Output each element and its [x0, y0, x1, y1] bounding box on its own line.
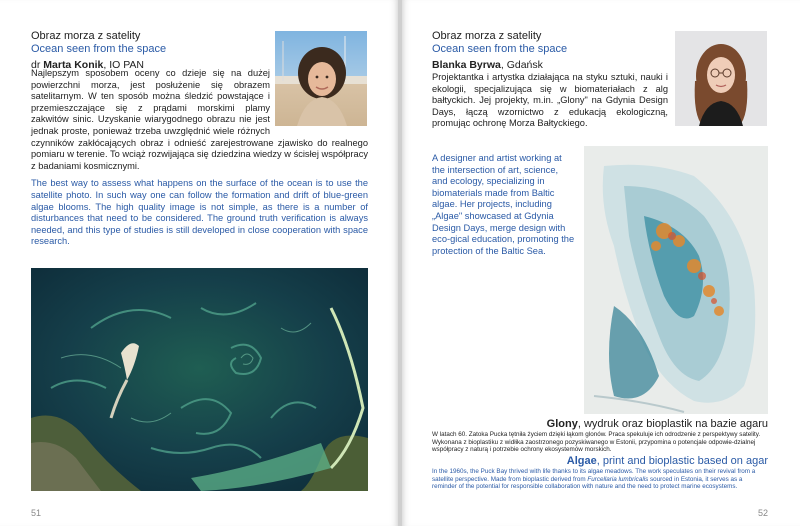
- left-body: [31, 68, 368, 248]
- caption-pl-heading: [432, 418, 768, 430]
- right-author-affiliation: , Gdańsk: [500, 59, 543, 71]
- caption-en-body-part1: In the 1960s, the Puck Bay thrived with life thanks to its algae meadows. The work speculates on their revival from a satellite perspective. Made from bioplastic derived from: [432, 468, 756, 483]
- left-paragraph-pl: Najlepszym sposobem oceny co dzieje się na dużej powierzchni morza, jest posłużenie się obrazem satelitarnym. W ten sposób można śledzić powstające i przemieszczające się z prądami morskimi plamy zakwitów sinic. Uzyskanie wiarygodnego obrazu nie jest jednak proste, ponieważ trzeba uwzględnić wiele różnych czynników zakłócających obraz i odnieść zarejestrowane zjawisko do realnego pomiaru w terenie. To wciąż rozwijająca się dziedzina wiedzy w ścisłej współpracy z badaniami kosmicznymi.: [31, 68, 368, 171]
- caption-en-body: [432, 468, 768, 491]
- caption-en-subtitle: , print and bioplastic based on agar: [596, 455, 768, 467]
- left-page: [0, 0, 398, 526]
- left-title-en: Ocean seen from the space: [31, 43, 167, 55]
- right-author-name: Blanka Byrwa: [432, 59, 501, 71]
- caption-pl-subtitle: , wydruk oraz bioplastik na bazie agaru: [577, 418, 768, 430]
- page-number-right: 52: [757, 508, 768, 518]
- designer-portrait-photo: [675, 31, 767, 126]
- satellite-image: [31, 268, 368, 491]
- right-paragraph-pl: Projektantka i artystka działająca na styku sztuki, nauki i ekologii, specjalizująca się w biomateriałach z alg bałtyckich. Jej projekty, m.in. „Glony" na Gdynia Design Days, łączą wzornictwo z edukacją ekologiczną, promując ochronę Morza Bałtyckiego.: [432, 72, 668, 129]
- caption-pl-title: Glony: [546, 418, 578, 430]
- left-title-pl: Obraz morza z satelity: [31, 30, 141, 42]
- right-title-en: Ocean seen from the space: [432, 43, 568, 55]
- author-prefix: dr: [31, 59, 41, 71]
- caption-pl-body: W latach 60. Zatoka Pucka tętniła życiem dzięki łąkom glonów. Praca spekuluje ich odrodzenie z perspektywy satelity. Wykonana z bioplastiku z widłika zaostrzonego pozyskiwanego w Estonii, przypomina o potencjale odpowie-dzialnej współpracy z naturą i potrzebie ochrony ekosystemów morskich.: [432, 431, 761, 454]
- author-name: Marta Konik: [43, 59, 104, 71]
- author-affiliation: , IO PAN: [103, 59, 145, 71]
- page-number-left: 51: [31, 508, 42, 518]
- left-paragraph-en: The best way to assess what happens on the surface of the ocean is to use the satellite photo. In such way one can follow the formation and drift of blue-green algae blooms. The high quality image is not simple, as there is a number of disturbances that need to be considered. The ground truth verification is always needed, and this type of studies is still developed in close cooperation with space research.: [31, 178, 368, 247]
- algae-artwork-photo: [584, 146, 768, 414]
- right-title-pl: Obraz morza z satelity: [432, 30, 542, 42]
- caption-en-title: Algae: [566, 455, 597, 467]
- caption-en-body-part2: sourced in Estonia, it serves as a reminder of the potential for responsible collaboration with nature and the need to protect marine ecosystems.: [432, 475, 743, 491]
- right-paragraph-en: A designer and artist working at the intersection of art, science, and ecology, specializing in biomaterials made from Baltic algae. Her projects, including „Algae" showcased at Gdynia Design Days, merge design with eco-gical education, promoting the protection of the Baltic Sea.: [432, 153, 575, 256]
- right-author: [432, 58, 672, 72]
- right-page: [402, 0, 800, 526]
- photo-wrap-spacer: [270, 68, 368, 130]
- caption-en-species: Furcellaria lumbricalis: [587, 475, 649, 483]
- caption-en-heading: [432, 455, 768, 467]
